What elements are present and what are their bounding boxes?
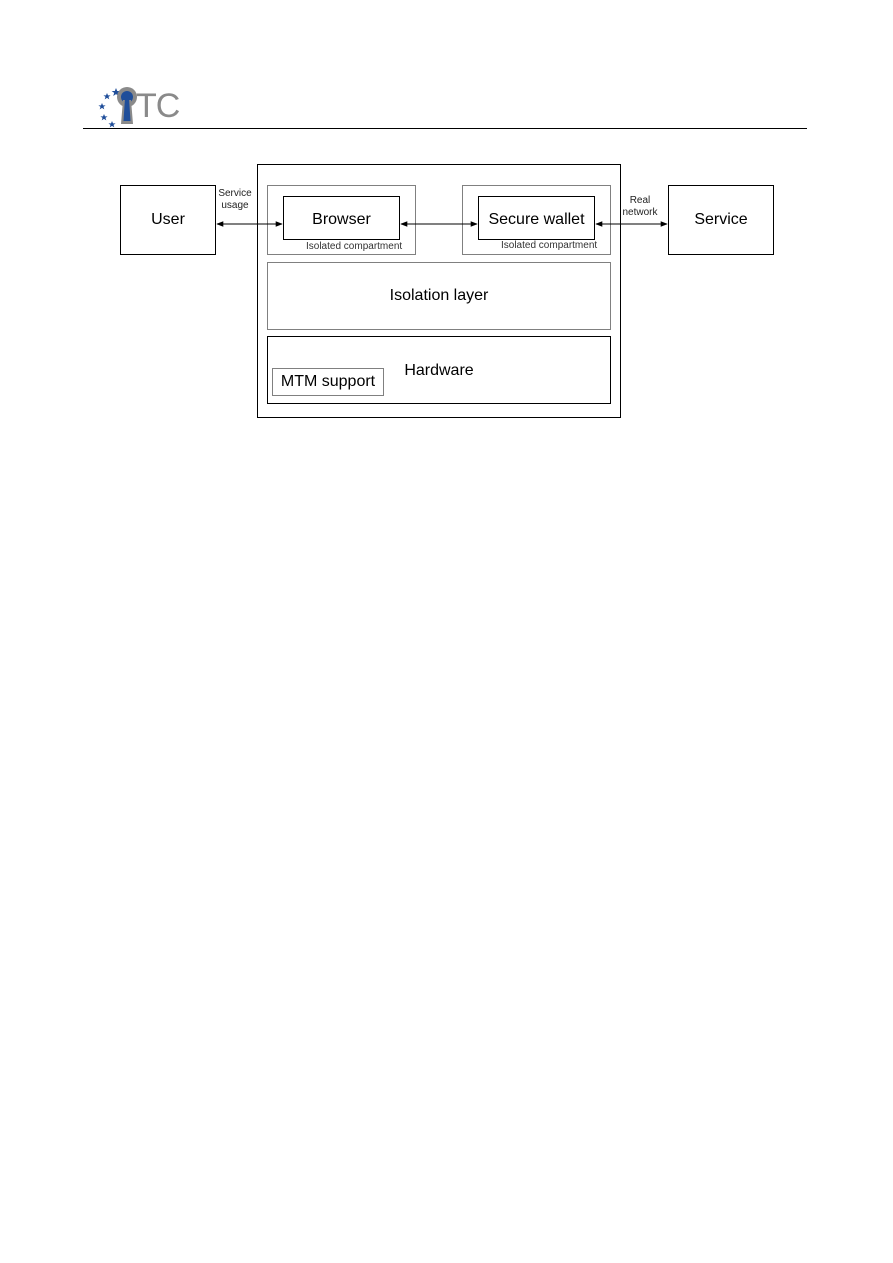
service-label: Service (694, 211, 748, 228)
browser-label: Browser (312, 211, 371, 228)
service-usage-line2: usage (221, 200, 249, 211)
real-network-label (619, 195, 661, 219)
logo-text: TC (136, 87, 180, 125)
hardware-label: Hardware (404, 362, 474, 379)
isolation-layer (267, 262, 611, 330)
mtm-support-node (272, 368, 384, 396)
wallet-compartment-label: Isolated compartment (501, 240, 598, 251)
real-network-line2: network (622, 207, 658, 218)
browser-node (283, 196, 400, 240)
service-usage-label (215, 188, 255, 212)
service-node (668, 185, 774, 255)
real-network-line1: Real (629, 195, 651, 206)
header-divider (83, 128, 807, 129)
secure-wallet-node (478, 196, 595, 240)
user-node (120, 185, 216, 255)
user-label: User (151, 211, 185, 228)
mtm-support-label: MTM support (280, 373, 376, 390)
secure-wallet-label: Secure wallet (488, 211, 585, 228)
browser-compartment-label: Isolated compartment (306, 241, 403, 252)
isolation-layer-label: Isolation layer (389, 287, 489, 304)
service-usage-line1: Service (218, 188, 252, 199)
